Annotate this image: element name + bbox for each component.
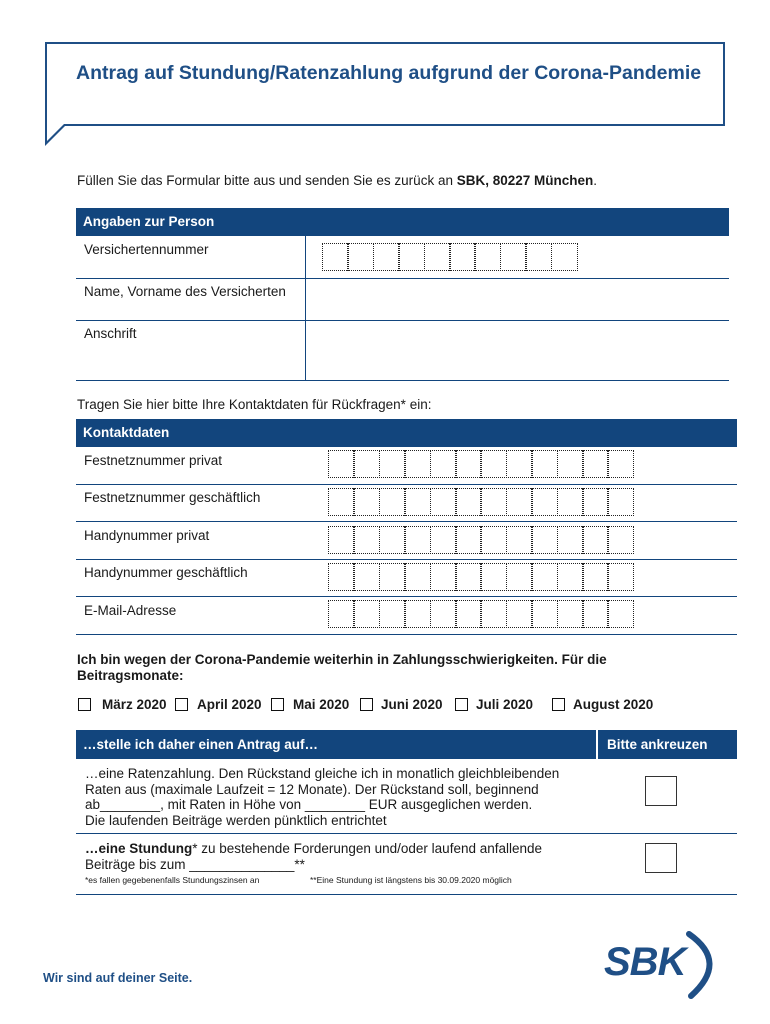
label-festnetz-privat: Festnetznummer privat (84, 453, 223, 468)
footnote-zinsen: *es fallen gegebenenfalls Stundungszinsen an (85, 875, 260, 885)
title-box (45, 42, 725, 126)
handy-privat-field[interactable] (328, 526, 633, 554)
option-stundung: …eine Stundung* zu bestehende Forderungen und/oder laufend anfallende Beiträge bis zum ______________** (85, 841, 543, 872)
option-ratenzahlung: …eine Ratenzahlung. Den Rückstand gleiche ich in monatlich gleichbleibenden Raten aus (maximale Laufzeit = 12 Monate). Der Rückstand soll, beginnend ab________, mit Raten in Höhe von ________ EUR ausgeglichen werden. Die laufenden Beiträge werden pünktlich entrichtet (85, 766, 560, 828)
months-question: Ich bin wegen der Corona-Pandemie weiterhin in Zahlungsschwierigkeiten. Für die Beitragsmonate: (77, 652, 607, 683)
contact-intro: Tragen Sie hier bitte Ihre Kontaktdaten für Rückfragen* ein: (77, 397, 432, 412)
versichertennummer-field[interactable] (322, 243, 576, 271)
label-festnetz-geschaeftlich: Festnetznummer geschäftlich (84, 490, 261, 505)
name-field[interactable] (306, 279, 729, 320)
sbk-logo-arc-icon (683, 930, 733, 1000)
handy-geschaeftlich-field[interactable] (328, 563, 633, 591)
return-address: SBK, 80227 München (456, 173, 594, 188)
email-field[interactable] (328, 600, 633, 628)
sbk-logo: SBK (604, 940, 686, 984)
label-handy-privat: Handynummer privat (84, 528, 210, 543)
checkbox[interactable] (360, 698, 373, 711)
page-title: Antrag auf Stundung/Ratenzahlung aufgrund der Corona-Pandemie (76, 62, 702, 84)
checkbox[interactable] (552, 698, 565, 711)
checkbox[interactable] (78, 698, 91, 711)
footer-tagline: Wir sind auf deiner Seite. (43, 971, 193, 985)
request-header-right: Bitte ankreuzen (598, 730, 737, 759)
month-option-mai[interactable]: Mai 2020 (271, 697, 349, 712)
checkbox[interactable] (455, 698, 468, 711)
festnetz-geschaeftlich-field[interactable] (328, 488, 633, 516)
month-option-august[interactable]: August 2020 (552, 697, 653, 712)
stundung-checkbox[interactable] (645, 843, 677, 873)
ratenzahlung-checkbox[interactable] (645, 776, 677, 806)
anschrift-field[interactable] (306, 321, 729, 380)
month-option-maerz[interactable]: März 2020 (78, 697, 167, 712)
festnetz-privat-field[interactable] (328, 450, 633, 478)
section-header-person: Angaben zur Person (76, 208, 729, 236)
label-anschrift: Anschrift (84, 326, 137, 341)
label-email: E-Mail-Adresse (84, 603, 177, 618)
checkbox[interactable] (175, 698, 188, 711)
month-option-juni[interactable]: Juni 2020 (360, 697, 443, 712)
request-header-left: …stelle ich daher einen Antrag auf… (76, 730, 596, 759)
footnote-stundung-frist: **Eine Stundung ist längstens bis 30.09.2020 möglich (310, 875, 512, 885)
label-handy-geschaeftlich: Handynummer geschäftlich (84, 565, 248, 580)
month-option-juli[interactable]: Juli 2020 (455, 697, 533, 712)
checkbox[interactable] (271, 698, 284, 711)
label-versichertennummer: Versichertennummer (84, 242, 209, 257)
label-name: Name, Vorname des Versicherten (84, 284, 286, 299)
section-header-contact: Kontaktdaten (76, 419, 737, 447)
month-option-april[interactable]: April 2020 (175, 697, 262, 712)
intro-text: Füllen Sie das Formular bitte aus und senden Sie es zurück an SBK, 80227 München. (77, 173, 598, 188)
